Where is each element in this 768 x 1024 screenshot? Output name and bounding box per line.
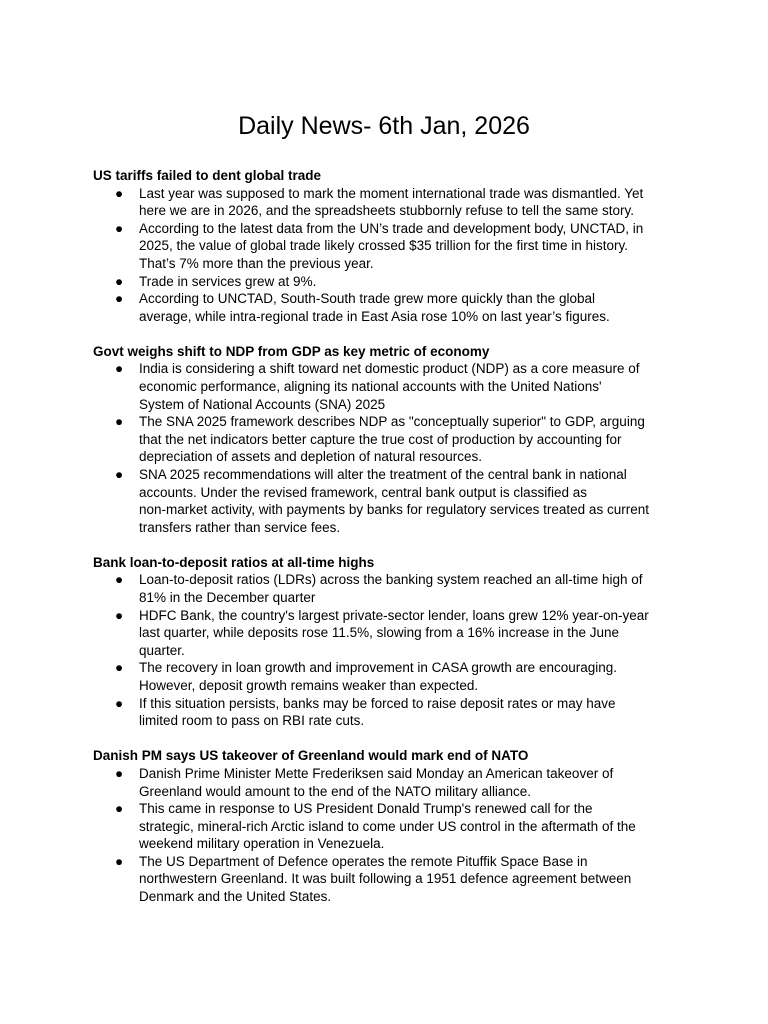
news-section <box>93 747 683 905</box>
bullet-icon: ● <box>115 467 124 482</box>
bullet-text: The recovery in loan growth and improvement in CASA growth are encouraging. However, deposit growth remains weaker than expected. <box>139 660 618 694</box>
bullet-text: HDFC Bank, the country's largest private-sector lender, loans grew 12% year-on-year last quarter, while deposits rose 11.5%, slowing from a 16% increase in the June quarter. <box>139 607 649 658</box>
bullet-icon: ● <box>115 220 124 236</box>
bullet-text: According to the latest data from the UN’s trade and development body, UNCTAD, in 2025, the value of global trade likely crossed $35 trillion for the first time in history. That’s 7% more than the previous year. <box>139 220 644 271</box>
bullet-text: Last year was supposed to mark the moment international trade was dismantled. Yet here we are in 2026, and the spreadsheets stubbornly refuse to tell the same story. <box>139 185 644 219</box>
bullet-item <box>93 607 683 660</box>
bullet-item <box>93 659 683 694</box>
bullet-icon: ● <box>115 185 124 201</box>
page-title: Daily News- 6th Jan, 2026 <box>238 112 530 140</box>
bullet-icon: ● <box>115 572 124 588</box>
bullet-item <box>93 290 683 325</box>
bullet-list <box>93 360 683 536</box>
bullet-icon: ● <box>115 273 124 289</box>
bullet-icon: ● <box>115 660 124 676</box>
bullet-item <box>93 360 683 413</box>
section-heading: US tariffs failed to dent global trade <box>93 168 322 183</box>
bullet-text: The SNA 2025 framework describes NDP as "conceptually superior" to GDP, arguing that the net indicators better capture the true cost of production by accounting for depreciation of assets and depletion of natural resources. <box>139 414 645 465</box>
bullet-item <box>93 853 683 906</box>
bullet-icon: ● <box>115 361 124 377</box>
bullet-text: The US Department of Defence operates the remote Pituffik Space Base in northwestern Greenland. It was built following a 1951 defence agreement between Denmark and the United States. <box>139 853 632 905</box>
bullet-list <box>93 185 683 326</box>
section-heading: Govt weighs shift to NDP from GDP as key metric of economy <box>93 343 490 359</box>
bullet-item <box>93 571 683 606</box>
bullet-item <box>93 185 683 220</box>
bullet-icon: ● <box>115 853 124 869</box>
bullet-text: According to UNCTAD, South-South trade grew more quickly than the global average, while intra-regional trade in East Asia rose 10% on last year’s figures. <box>139 291 610 324</box>
bullet-item <box>93 273 683 291</box>
bullet-text: India is considering a shift toward net domestic product (NDP) as a core measure of economic performance, aligning its national accounts with the United Nations' System of National Accounts (SNA) 2025 <box>139 361 640 412</box>
bullet-list <box>93 571 683 729</box>
bullet-text: If this situation persists, banks may be forced to raise deposit rates or may have limited room to pass on RBI rate cuts. <box>139 695 616 729</box>
bullet-text: Danish Prime Minister Mette Frederiksen said Monday an American takeover of Greenland would amount to the end of the NATO military alliance. <box>139 765 614 799</box>
section-heading: Bank loan-to-deposit ratios at all-time highs <box>93 554 375 570</box>
news-content <box>93 167 683 923</box>
bullet-icon: ● <box>115 695 124 711</box>
bullet-item <box>93 220 683 273</box>
bullet-icon: ● <box>115 801 124 817</box>
bullet-text: SNA 2025 recommendations will alter the treatment of the central bank in national accounts. Under the revised framework, central bank output is classified as non-market activity, with payments by banks for regulatory services treated as current transfers rather than service fees. <box>139 467 649 535</box>
bullet-icon: ● <box>115 765 124 781</box>
bullet-icon: ● <box>115 291 124 307</box>
bullet-icon: ● <box>115 607 124 623</box>
bullet-text: Trade in services grew at 9%. <box>139 273 317 289</box>
bullet-item <box>93 466 683 536</box>
section-heading: Danish PM says US takeover of Greenland would mark end of NATO <box>93 748 529 764</box>
bullet-item <box>93 695 683 730</box>
bullet-icon: ● <box>115 414 124 430</box>
bullet-item <box>93 800 683 853</box>
bullet-item <box>93 413 683 466</box>
bullet-item <box>93 765 683 800</box>
bullet-text: This came in response to US President Donald Trump's renewed call for the strategic, mineral-rich Arctic island to come under US control in the aftermath of the weekend military operation in Venezuela. <box>139 801 636 852</box>
news-section <box>93 554 683 730</box>
bullet-list <box>93 765 683 906</box>
news-section <box>93 343 683 537</box>
news-section <box>93 167 683 325</box>
bullet-text: Loan-to-deposit ratios (LDRs) across the banking system reached an all-time high of 81% in the December quarter <box>139 572 643 606</box>
